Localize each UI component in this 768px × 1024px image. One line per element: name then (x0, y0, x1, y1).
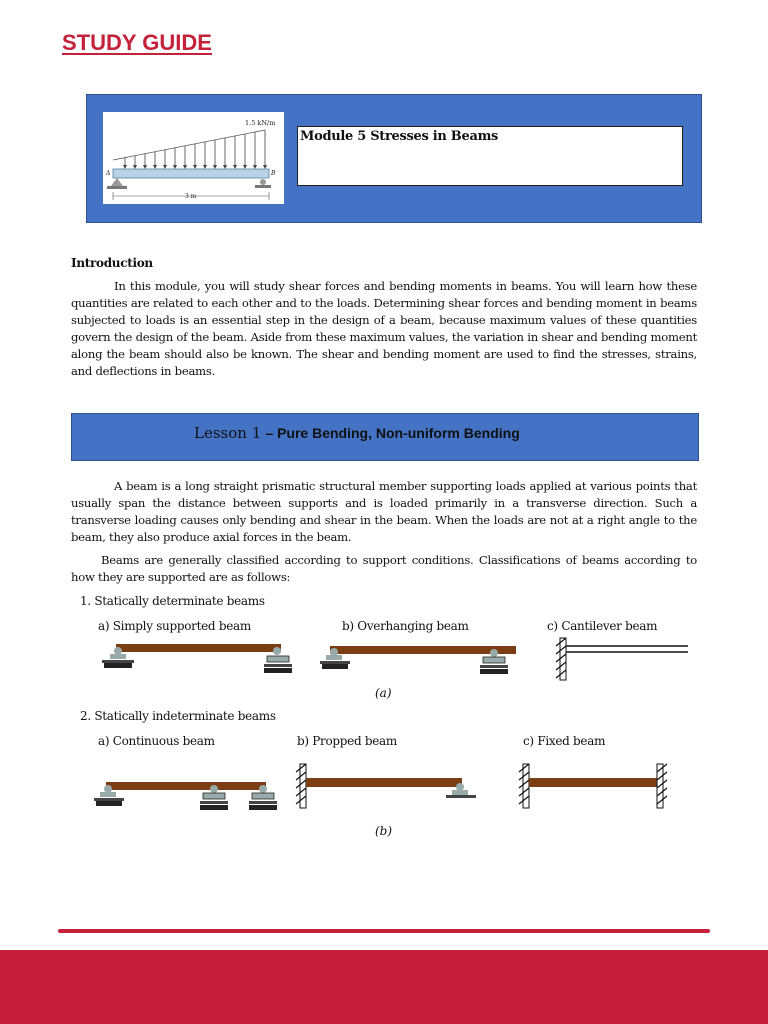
continuous-beam-diagram (92, 776, 282, 816)
indeterminate-beams-label: 2. Statically indeterminate beams (80, 709, 276, 723)
lesson-number: Lesson 1 (194, 424, 262, 442)
lesson-header-box (71, 413, 699, 461)
figure-caption-b: (b) (375, 824, 393, 838)
module-header-box (86, 94, 702, 223)
simply-supported-beam-diagram (98, 640, 298, 680)
fixed-beam-label: c) Fixed beam (523, 734, 606, 748)
support-b-label: B (271, 170, 276, 177)
lesson-paragraph-1: A beam is a long straight prismatic structural member supporting loads applied at various points that usually span the distance between supports and is loaded primarily in a transverse direction. Such a transverse loading causes only bending and shear in the beam. When the loads are not at a right angle to the beam, they also produce axial forces in the beam. (71, 479, 697, 544)
load-label: 1.5 kN/m (245, 119, 276, 127)
continuous-label: a) Continuous beam (98, 734, 215, 748)
lesson-subtitle: – Pure Bending, Non-uniform Bending (265, 425, 520, 441)
lesson-title (194, 424, 520, 442)
simply-supported-label: a) Simply supported beam (98, 619, 251, 633)
propped-beam-diagram (292, 762, 482, 810)
module-title-box (297, 126, 683, 186)
overhanging-beam-diagram (318, 640, 518, 680)
footer-divider (58, 929, 710, 933)
figure-caption-a: (a) (375, 686, 392, 700)
cantilever-label: c) Cantilever beam (547, 619, 658, 633)
cantilever-beam-diagram (552, 636, 692, 682)
determinate-beams-label: 1. Statically determinate beams (80, 594, 265, 608)
propped-label: b) Propped beam (297, 734, 397, 748)
lesson-paragraph-2: Beams are generally classified according to support conditions. Classifications of beams according to how they are supported are as follows: (71, 553, 697, 584)
span-label: 3 m (185, 193, 197, 200)
page-title: STUDY GUIDE (62, 30, 212, 55)
introduction-heading: Introduction (71, 256, 153, 270)
footer-band (0, 950, 768, 1024)
support-a-label: A (106, 170, 111, 177)
fixed-beam-diagram (515, 762, 675, 810)
introduction-paragraph: In this module, you will study shear forces and bending moments in beams. You will learn how these quantities are related to each other and to the loads. Determining shear forces and bending moment in beams subjected to loads is an essential step in the design of a beam, because maximum values of these quantities govern the design of the beam. Aside from these maximum values, the variation in shear and bending moment along the beam should also be known. The shear and bending moment are used to find the stresses, strains, and deflections in beams. (71, 279, 697, 378)
module-title: Module 5 Stresses in Beams (300, 129, 499, 144)
overhanging-label: b) Overhanging beam (342, 619, 469, 633)
beam-load-figure (103, 112, 284, 204)
